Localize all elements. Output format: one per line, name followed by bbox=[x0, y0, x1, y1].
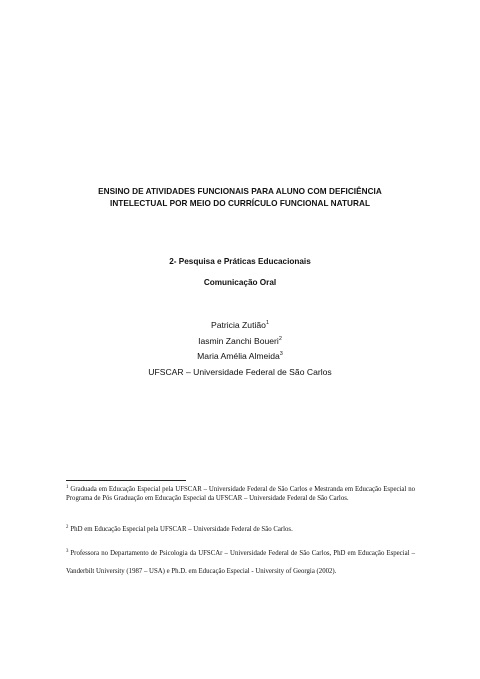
footnote-text: Graduada em Educação Especial pela UFSCAR – Universidade Federal de São Carlos e Mestranda em Educação Especial no Programa de Pós Graduação em Educação Especial da UFSCAR – Universidade Federal de São Carlos. bbox=[66, 486, 415, 502]
footnote-2 bbox=[66, 525, 415, 534]
footnote-mark: 1 bbox=[66, 485, 69, 490]
footnote-text: PhD em Educação Especial pela UFSCAR – Universidade Federal de São Carlos. bbox=[70, 526, 293, 533]
author-1 bbox=[40, 318, 440, 334]
author-name: Maria Amélia Almeida bbox=[197, 351, 280, 361]
title-line-2: INTELECTUAL POR MEIO DO CURRÍCULO FUNCIONAL NATURAL bbox=[110, 199, 370, 208]
affiliation: UFSCAR – Universidade Federal de São Carlos bbox=[148, 366, 332, 377]
author-3 bbox=[40, 349, 440, 365]
footnote-3 bbox=[66, 545, 415, 581]
footnote-separator bbox=[66, 480, 186, 481]
presentation-type: Comunicação Oral bbox=[203, 278, 277, 287]
footnote-mark: 3 bbox=[66, 549, 69, 554]
author-name: Iasmin Zanchi Boueri bbox=[198, 335, 279, 346]
footnote-ref: 3 bbox=[279, 351, 283, 357]
footnote-ref: 1 bbox=[265, 320, 269, 326]
footnote-ref: 2 bbox=[278, 335, 282, 342]
footnote-1 bbox=[66, 486, 415, 503]
paper-title bbox=[40, 186, 440, 210]
author-block bbox=[40, 318, 440, 380]
author-name: Patricia Zutião bbox=[211, 320, 266, 330]
title-line-1: ENSINO DE ATIVIDADES FUNCIONAIS PARA ALUNO COM DEFICIÊNCIA bbox=[98, 187, 382, 196]
section-heading: 2- Pesquisa e Práticas Educacionais bbox=[169, 257, 311, 266]
author-2 bbox=[40, 334, 440, 350]
footnote-text: Professora no Departamento de Psicologia da UFSCAr – Universidade Federal de São Carlos, PhD em Educação Especial – Vanderbilt University (1987 – USA) e Ph.D. em Educação Especial - University of Georgia (2002). bbox=[66, 550, 415, 575]
footnote-mark: 2 bbox=[66, 525, 69, 530]
